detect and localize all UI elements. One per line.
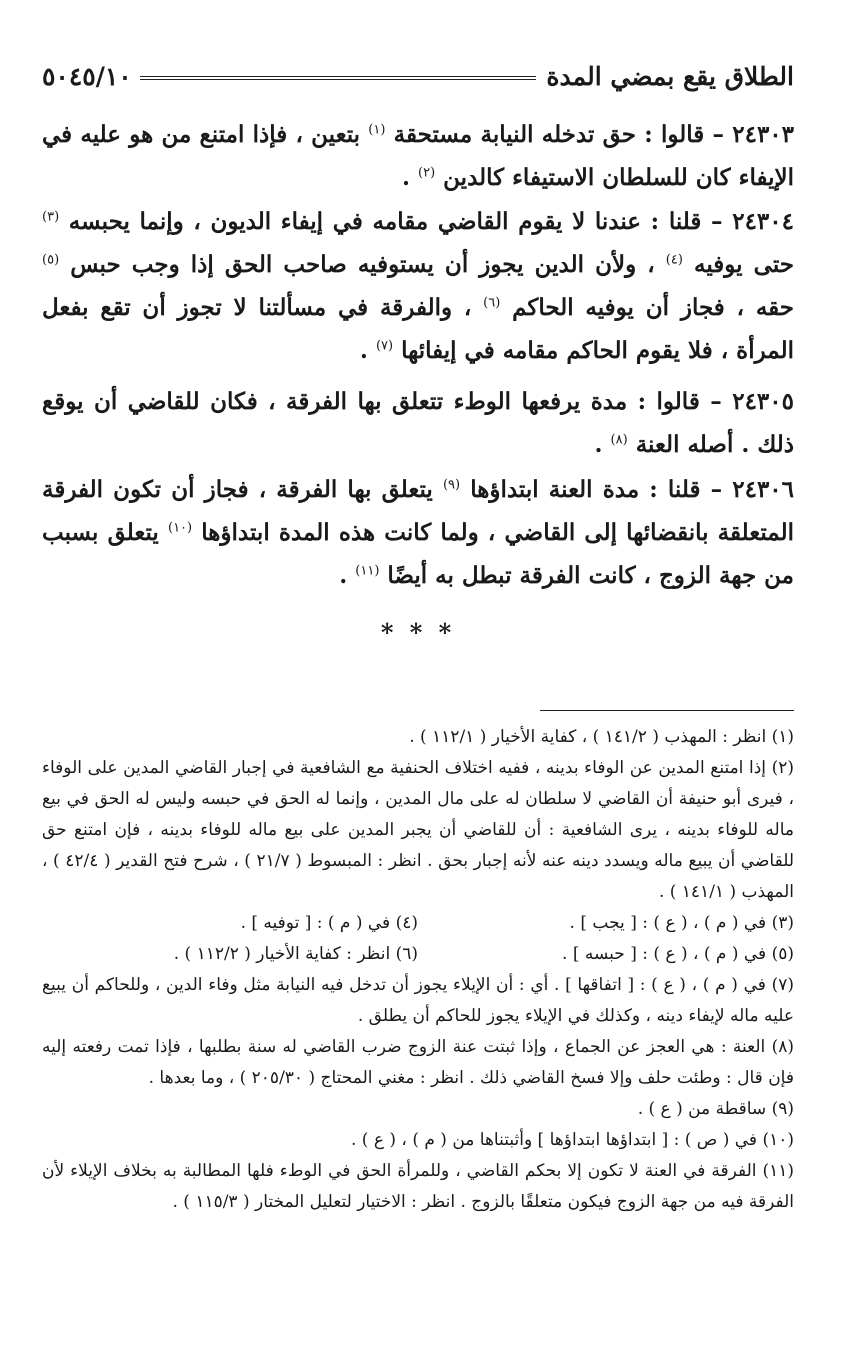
header-title: الطلاق يقع بمضي المدة [546,61,794,91]
paragraph-number: ٢٤٣٠٥ [732,388,794,415]
footnotes [42,722,794,1218]
footnote-row [42,939,794,970]
footnote: (٢) إذا امتنع المدين عن الوفاء بدينه ، ففيه اختلاف الحنفية مع الشافعية في إجبار القاضي المدين على الوفاء ، فيرى أبو حنيفة أن القاضي لا سلطان له على مال المدين ، وإنما له الحق في حبسه وليس له الحق في بيع ماله للوفاء بدينه ، يرى الشافعية : أن للقاضي أن يجبر المدين على بيع ماله للوفاء بدينه ، فإن امتنع حق للقاضي أن يبيع ماله ويسدد دينه عنه لأنه إجبار بحق . انظر : المبسوط ( ٢١/٧ ) ، شرح فتح القدير ( ٤٢/٤ ) ، المهذب ( ١٤١/١ ) . [42,758,794,902]
paragraph: ٢٤٣٠٦ – قلنا : مدة العنة ابتداؤها $^{(٩)}$ يتعلق بها الفرقة ، فجاز أن تكون الفرقة المتعلقة بانقضائها إلى القاضي ، ولما كانت هذه المدة ابتداؤها $^{(١٠)}$ يتعلق بسبب من جهة الزوج ، كانت الفرقة تبطل به أيضًا $^{(١١)}$ . [42,476,795,589]
footnote-marker[interactable]: (٥) [42,252,60,268]
footnote-marker[interactable]: (٨) [610,432,628,448]
footnote: (٩) ساقطة من ( ع ) . [637,1099,794,1119]
footnote-marker[interactable]: (٤) [665,252,683,268]
footnote-marker[interactable]: (٩) [442,477,461,493]
footnote: (٥) في ( م ) ، ( ع ) : [ حبسه ] . [562,944,794,964]
paragraph: ٢٤٣٠٣ – قالوا : حق تدخله النيابة مستحقة $^{(١)}$ بتعين ، فإذا امتنع من هو عليه في الإيفاء كان للسلطان الاستيفاء كالدين $^{(٢)}$ . [42,121,795,191]
footnote-marker[interactable]: (٣) [42,209,60,225]
footnote: (١) انظر : المهذب ( ١٤١/٢ ) ، كفاية الأخيار ( ١١٢/١ ) . [409,727,794,747]
footnote-marker[interactable]: (١٠) [168,520,193,536]
paragraph-number: ٢٤٣٠٦ [732,476,795,503]
paragraph: ٢٤٣٠٥ – قالوا : مدة يرفعها الوطء تتعلق بها الفرقة ، فكان للقاضي أن يوقع ذلك . أصله العنة $^{(٨)}$ . [42,388,794,458]
paragraph-number: ٢٤٣٠٤ [732,208,794,235]
footnote: (٣) في ( م ) ، ( ع ) : [ يجب ] . [569,913,794,933]
footnote: (٤) في ( م ) : [ توفيه ] . [240,913,418,933]
footnote: (٨) العنة : هي العجز عن الجماع ، وإذا ثبتت عنة الزوج ضرب القاضي له سنة بطلبها ، فإذا تمت رفعته إليه فإن قال : وطئت حلف وإلا فسخ القاضي ذلك . انظر : مغني المحتاج ( ٢٠٥/٣٠ ) ، وما بعدها . [42,1037,794,1088]
footnote-marker[interactable]: (٧) [375,338,394,354]
footnote-marker[interactable]: (٦) [483,295,501,311]
footnote-marker[interactable]: (١١) [355,563,380,579]
footnote: (٦) انظر : كفاية الأخيار ( ١١٢/٢ ) . [173,944,418,964]
footnote-row [42,908,794,939]
section-separator: * * * [380,618,456,647]
footnote: (٧) في ( م ) ، ( ع ) : [ اتفاقها ] . أي : أن الإيلاء يجوز أن تدخل فيه النيابة مثل وفاء الدين ، وللحاكم أن يبيع عليه ماله لإيفاء دينه ، وكذلك في الإيلاء يجوز للحاكم أن يطلق . [42,975,794,1026]
paragraph-number: ٢٤٣٠٣ [732,121,795,148]
footnote-marker[interactable]: (١) [368,122,386,138]
footnote: (١١) الفرقة في العنة لا تكون إلا بحكم القاضي ، وللمرأة الحق في الوطء فلها المطالبة به بخلاف الإيلاء لأن الفرقة فيه من جهة الزوج فيكون متعلقًا بالزوج . انظر : الاختيار لتعليل المختار ( ١١٥/٣ ) . [42,1161,794,1212]
page-number: ٥٠٤٥/١٠ [42,61,132,91]
footnote-marker[interactable]: (٢) [418,165,436,181]
footnote: (١٠) في ( ص ) : [ ابتداؤها ابتداؤها ] وأثبتناها من ( م ) ، ( ع ) . [351,1130,794,1150]
header-rule [140,76,537,80]
paragraph: ٢٤٣٠٤ – قلنا : عندنا لا يقوم القاضي مقامه في إيفاء الديون ، وإنما يحبسه $^{(٣)}$ حتى يوفيه $^{(٤)}$ ، ولأن الدين يجوز أن يستوفيه صاحب الحق إذا وجب حبس $^{(٥)}$ حقه ، فجاز أن يوفيه الحاكم $^{(٦)}$ ، والفرقة في مسألتنا لا تجوز أن تقع بفعل المرأة ، فلا يقوم الحاكم مقامه في إيفائها $^{(٧)}$ . [42,208,794,364]
running-header [42,58,794,94]
footnote-rule [540,710,794,711]
